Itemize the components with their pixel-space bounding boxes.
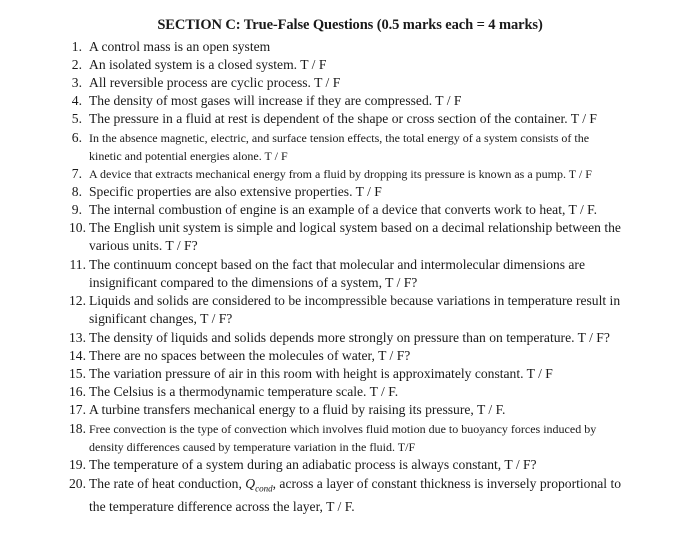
- question-text: All reversible process are cyclic process. T / F: [89, 75, 341, 90]
- question-number: 2.: [71, 57, 82, 72]
- question-number: 20.: [69, 476, 86, 491]
- math-variable: $Q_{cond}$: [245, 476, 273, 494]
- question-number: 8.: [71, 184, 82, 199]
- question-text: The rate of heat conduction, $Q_{cond}$, across a layer of constant thickness is inversely proportional to the temperature difference across the layer, T / F.: [89, 476, 622, 514]
- question-number: 13.: [69, 330, 86, 345]
- question-number: 10.: [69, 220, 86, 235]
- question-text: In the absence magnetic, electric, and surface tension effects, the total energy of a system consists of the kinetic and potential energies alone. T / F: [89, 131, 590, 163]
- question-number: 4.: [71, 93, 82, 108]
- question-text: The temperature of a system during an adiabatic process is always constant, T / F?: [89, 457, 537, 472]
- question-text: The continuum concept based on the fact that molecular and intermolecular dimensions are insignificant compared to the dimensions of a system, T / F?: [89, 257, 585, 290]
- question-number: 9.: [71, 202, 82, 217]
- question-text: A turbine transfers mechanical energy to a fluid by raising its pressure, T / F.: [89, 402, 506, 417]
- question-number: 11.: [69, 257, 86, 272]
- question-number: 1.: [71, 39, 82, 54]
- question-text: Liquids and solids are considered to be incompressible because variations in temperature result in significant changes, T / F?: [89, 293, 621, 326]
- question-text: Specific properties are also extensive properties. T / F: [89, 184, 382, 199]
- question-text: The density of liquids and solids depends more strongly on pressure than on temperature. T / F?: [89, 330, 610, 345]
- section-title: SECTION C: True-False Questions (0.5 marks each = 4 marks): [157, 17, 543, 33]
- question-text: The internal combustion of engine is an example of a device that converts work to heat, T / F.: [89, 202, 598, 217]
- question-text: The pressure in a fluid at rest is dependent of the shape or cross section of the container. T / F: [89, 111, 597, 126]
- question-text: The variation pressure of air in this room with height is approximately constant. T / F: [89, 366, 553, 381]
- question-text: The Celsius is a thermodynamic temperature scale. T / F.: [89, 384, 399, 399]
- question-number: 5.: [71, 111, 82, 126]
- question-text: A control mass is an open system: [89, 39, 271, 54]
- question-text: A device that extracts mechanical energy from a fluid by dropping its pressure is known as a pump. T / F: [89, 167, 592, 181]
- question-text: Free convection is the type of convection which involves fluid motion due to buoyancy forces induced by density differences caused by temperature variation in the fluid. T/F: [89, 422, 597, 454]
- question-text: There are no spaces between the molecules of water, T / F?: [89, 348, 411, 363]
- question-number: 6.: [71, 130, 82, 145]
- question-number: 7.: [71, 166, 82, 181]
- question-number: 15.: [69, 366, 86, 381]
- question-number: 18.: [69, 421, 86, 436]
- question-number: 16.: [69, 384, 86, 399]
- question-number: 14.: [69, 348, 86, 363]
- question-number: 12.: [69, 293, 86, 308]
- question-text: The density of most gases will increase if they are compressed. T / F: [89, 93, 462, 108]
- question-number: 17.: [69, 402, 86, 417]
- question-number: 19.: [69, 457, 86, 472]
- question-text: An isolated system is a closed system. T / F: [89, 57, 327, 72]
- question-text: The English unit system is simple and logical system based on a decimal relationship between the various units. T / F?: [89, 220, 621, 253]
- question-number: 3.: [71, 75, 82, 90]
